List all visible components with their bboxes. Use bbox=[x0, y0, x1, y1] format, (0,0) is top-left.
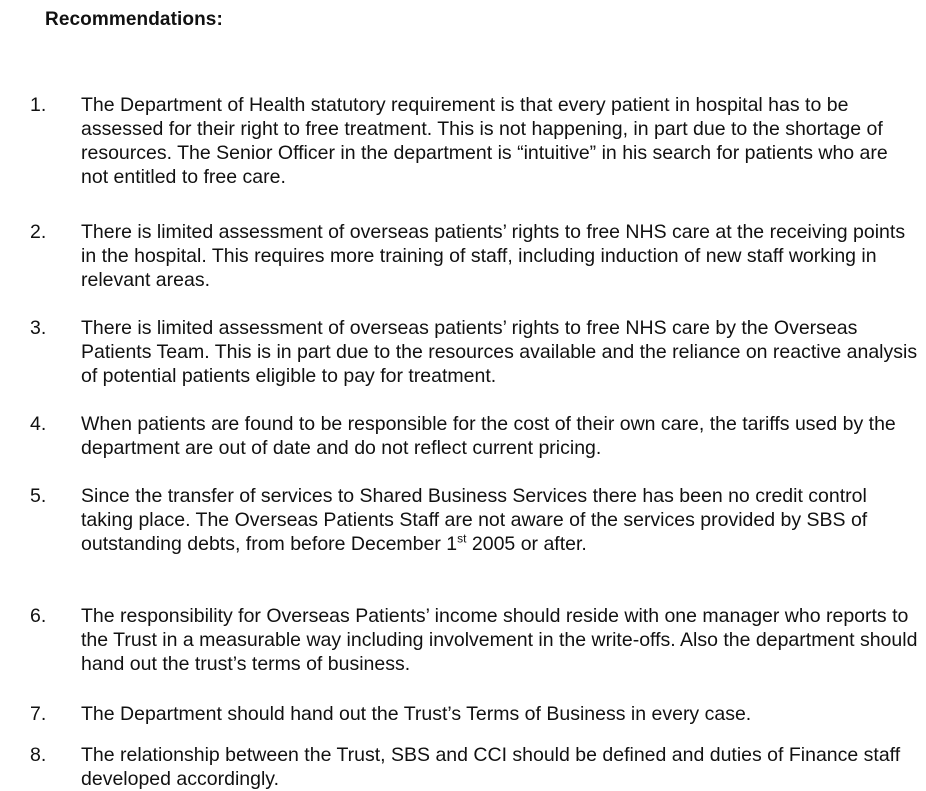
item-number: 5. bbox=[30, 485, 47, 507]
item-text: The Department of Health statutory requirement is that every patient in hospital has to be assessed for their right to free treatment. This is not happening, in part due to the shortage of resources. The Senior Officer in the department is “intuitive” in his search for patients who are not entitled to free care. bbox=[81, 94, 888, 188]
item-text bbox=[81, 484, 919, 556]
item-text: The relationship between the Trust, SBS and CCI should be defined and duties of Finance staff developed accordingly. bbox=[81, 744, 901, 790]
ordinal-superscript: st bbox=[457, 531, 467, 546]
item-text: The Department should hand out the Trust’s Terms of Business in every case. bbox=[81, 703, 752, 725]
item-number: 1. bbox=[30, 94, 47, 116]
item-text: There is limited assessment of overseas patients’ rights to free NHS care at the receiving points in the hospital. This requires more training of staff, including induction of new staff working in relevant areas. bbox=[81, 221, 906, 291]
item-number: 3. bbox=[30, 317, 47, 339]
item-text-after: 2005 or after. bbox=[466, 533, 587, 555]
item-text: There is limited assessment of overseas patients’ rights to free NHS care by the Overseas Patients Team. This is in part due to the resources available and the reliance on reactive analysis of potential patients eligible to pay for treatment. bbox=[81, 317, 918, 387]
item-text: When patients are found to be responsible for the cost of their own care, the tariffs used by the department are out of date and do not reflect current pricing. bbox=[81, 413, 896, 459]
item-text-before: Since the transfer of services to Shared Business Services there has been no credit control taking place. The Overseas Patients Staff are not aware of the services provided by SBS of outstanding debts, from before December 1 bbox=[81, 485, 868, 555]
item-text: The responsibility for Overseas Patients’ income should reside with one manager who reports to the Trust in a measurable way including involvement in the write-offs. Also the department should hand out the trust’s terms of business. bbox=[81, 605, 918, 675]
item-number: 6. bbox=[30, 605, 47, 627]
page-heading: Recommendations: bbox=[45, 9, 223, 30]
item-number: 7. bbox=[30, 703, 47, 725]
item-number: 2. bbox=[30, 221, 47, 243]
item-number: 8. bbox=[30, 744, 47, 766]
item-number: 4. bbox=[30, 413, 47, 435]
